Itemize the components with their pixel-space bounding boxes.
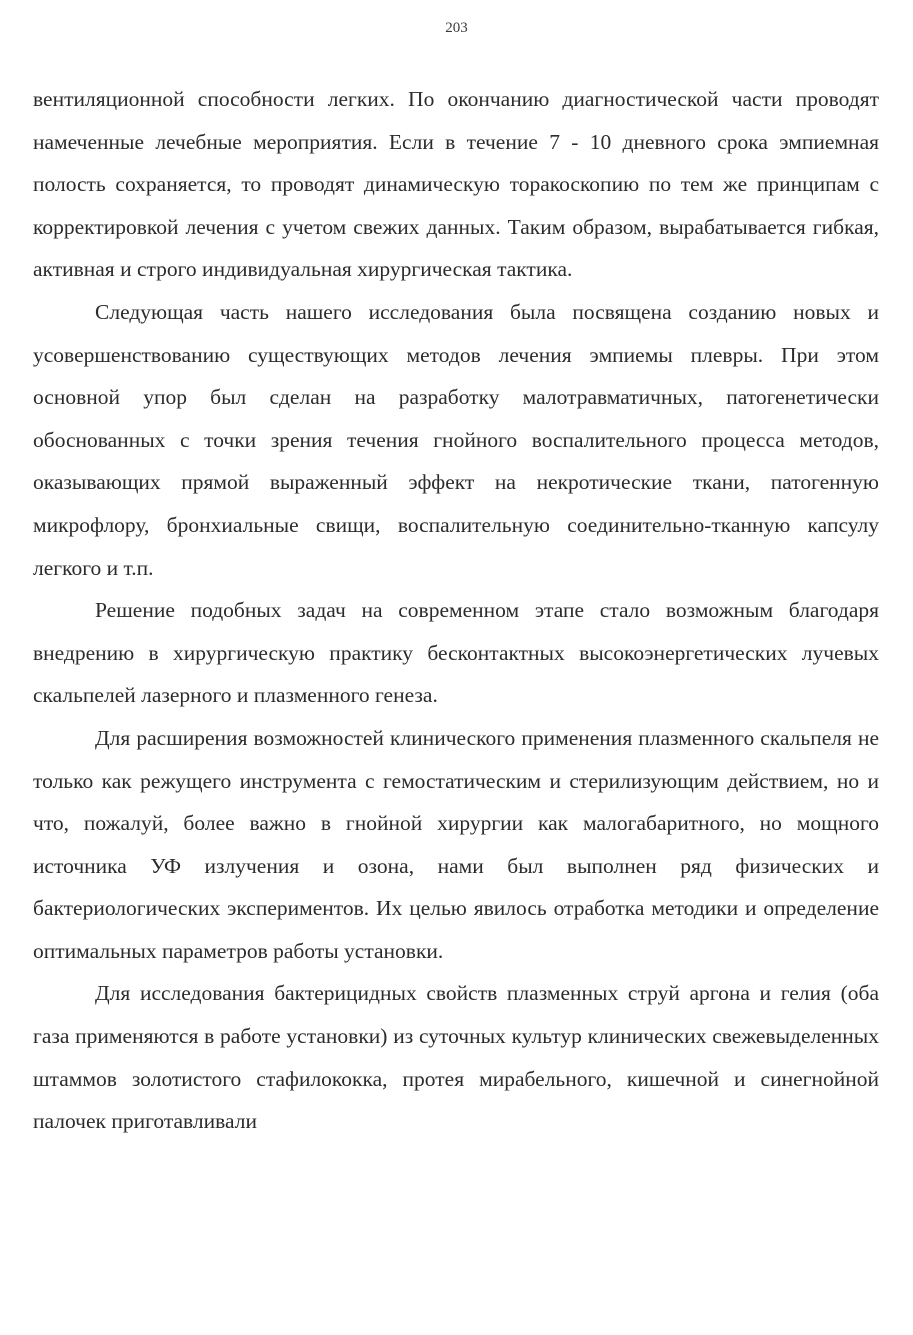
paragraph-4: Для расширения возможностей клинического применения плазменного скальпеля не только как режущего инструмента с гемостатическим и стерилизующим действием, но и что, пожалуй, более важно в гнойной хирургии как малогабаритного, но мощного источника УФ излучения и озона, нами был выполнен ряд физических и бактериологических экспериментов. Их целью явилось отработка методики и определение оптимальных параметров работы установки. [33, 725, 879, 963]
paragraph-5: Для исследования бактерицидных свойств плазменных струй аргона и гелия (оба газа применяются в работе установки) из суточных культур клинических свежевыделенных штаммов золотистого стафилококка, протея мирабельного, кишечной и синегнойной палочек приготавливали [33, 981, 879, 1134]
paragraph-3: Решение подобных задач на современном этапе стало возможным благодаря внедрению в хирургическую практику бесконтактных высокоэнергетических лучевых скальпелей лазерного и плазменного генеза. [33, 598, 879, 708]
paragraph-1: вентиляционной способности легких. По окончанию диагностической части проводят намеченные лечебные мероприятия. Если в течение 7 - 10 дневного срока эмпиемная полость сохраняется, то проводят динамическую торакоскопию по тем же принципам с корректировкой лечения с учетом свежих данных. Таким образом, вырабатывается гибкая, активная и строго индивидуальная хирургическая тактика. [33, 87, 879, 282]
document-body [33, 78, 879, 1143]
page-number: 203 [445, 20, 468, 36]
paragraph-2: Следующая часть нашего исследования была посвящена созданию новых и усовершенствованию существующих методов лечения эмпиемы плевры. При этом основной упор был сделан на разработку малотравматичных, патогенетически обоснованных с точки зрения течения гнойного воспалительного процесса методов, оказывающих прямой выраженный эффект на некротические ткани, патогенную микрофлору, бронхиальные свищи, воспалительную соединительно-тканную капсулу легкого и т.п. [33, 299, 879, 580]
